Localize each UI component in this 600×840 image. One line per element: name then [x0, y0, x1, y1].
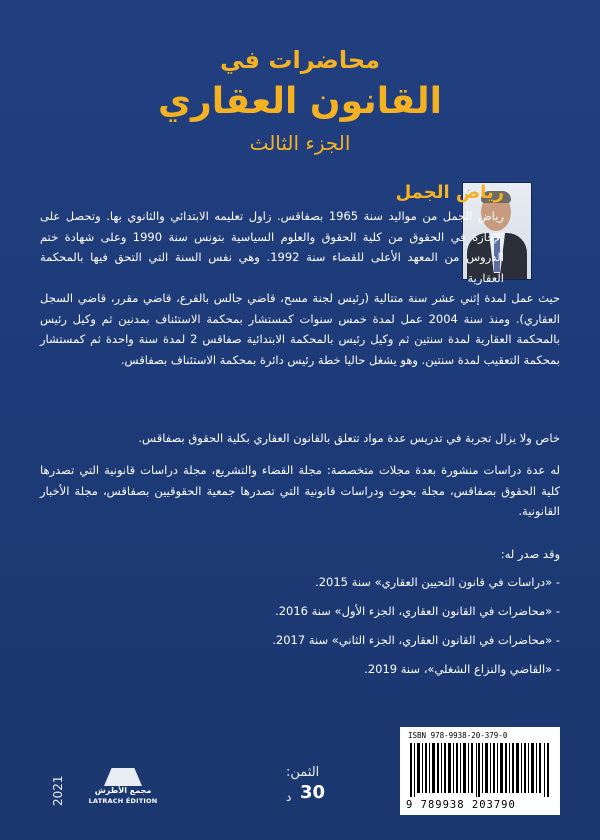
publication-item: - «محاضرات في القانون العقاري، الجزء الأول» سنة 2016.: [275, 604, 560, 618]
title-line-1: محاضرات في: [220, 46, 380, 74]
price-unit: د: [286, 790, 292, 804]
title-line-2: القانون العقاري: [158, 81, 442, 122]
barcode-number: 9 789938 203790: [406, 799, 516, 811]
author-name: رياض الجمل: [395, 182, 504, 203]
barcode-icon: [410, 743, 550, 797]
publication-item: - «محاضرات في القانون العقاري، الجزء الثاني» سنة 2017.: [272, 633, 560, 647]
bio-paragraph-4: له عدة دراسات منشورة بعدة مجلات متخصصة: مجلة القضاء والتشريع، مجلة دراسات قانونية التي تصدرها كلية الحقوق بصفاقس، مجلة بحوث ودراسات قانونية التي تصدرها جمعية الحقوقيين بصفاقس، مجلة الأخبار القانونية.: [40, 463, 560, 518]
title-block: [0, 44, 600, 158]
title-line-3: الجزء الثالث: [249, 131, 351, 155]
publisher-name-ar: مجمع الأطرش: [94, 786, 152, 795]
publication-item: - «دراسات في قانون التحيين العقاري» سنة 2015.: [315, 575, 560, 589]
bio-paragraph-1: رياض الجمل من مواليد سنة 1965 بصفاقس. زاول تعليمه الابتدائي والثانوي بها. وتحصل على الإجازة في الحقوق من كلية الحقوق والعلوم السياسية بتونس سنة 1990 وعلى شهادة ختم الدروس من المعهد الأعلى للقضاء سنة 1992. وهي نفس السنة التي التحق فيها بالمحكمة العقارية: [40, 209, 505, 285]
bio-paragraph-3: خاص ولا يزال تجربة في تدريس عدة مواد تتعلق بالقانون العقاري بكلية الحقوق بصفاقس.: [138, 431, 560, 445]
publisher-logo: [88, 768, 158, 808]
publications-intro: وقد صدر له:: [500, 547, 560, 561]
publication-year: 2021: [51, 775, 65, 806]
publisher-name-en: LATRACH ÉDITION: [88, 797, 158, 805]
book-icon: [104, 768, 142, 786]
price-value: 30: [300, 782, 326, 803]
isbn-text: ISBN 978-9938-20-379-0: [408, 731, 508, 740]
barcode-box: [400, 727, 560, 815]
price-label: الثمن:: [286, 765, 320, 780]
publication-item: - «القاضي والنزاع الشغلي»، سنة 2019.: [364, 662, 560, 676]
bio-paragraph-2: حيث عمل لمدة إثني عشر سنة متتالية (رئيس لجنة مسح، قاضي جالس بالفرع، قاضي مقرر، قاضي السجل العقاري). ومنذ سنة 2004 عمل لمدة خمس سنوات كمستشار بمحكمة الاستئناف بمدنين ثم وكيل رئيس بالمحكمة العقارية لمدة سنتين ثم وكيل رئيس بالمحكمة الابتدائية صفاقس 2 لمدة سنة واحدة ثم كمستشار بمحكمة التعقيب لمدة سنتين. وهو يشغل حاليا خطة رئيس دائرة بمحكمة الاستئناف بصفاقس.: [40, 291, 560, 367]
